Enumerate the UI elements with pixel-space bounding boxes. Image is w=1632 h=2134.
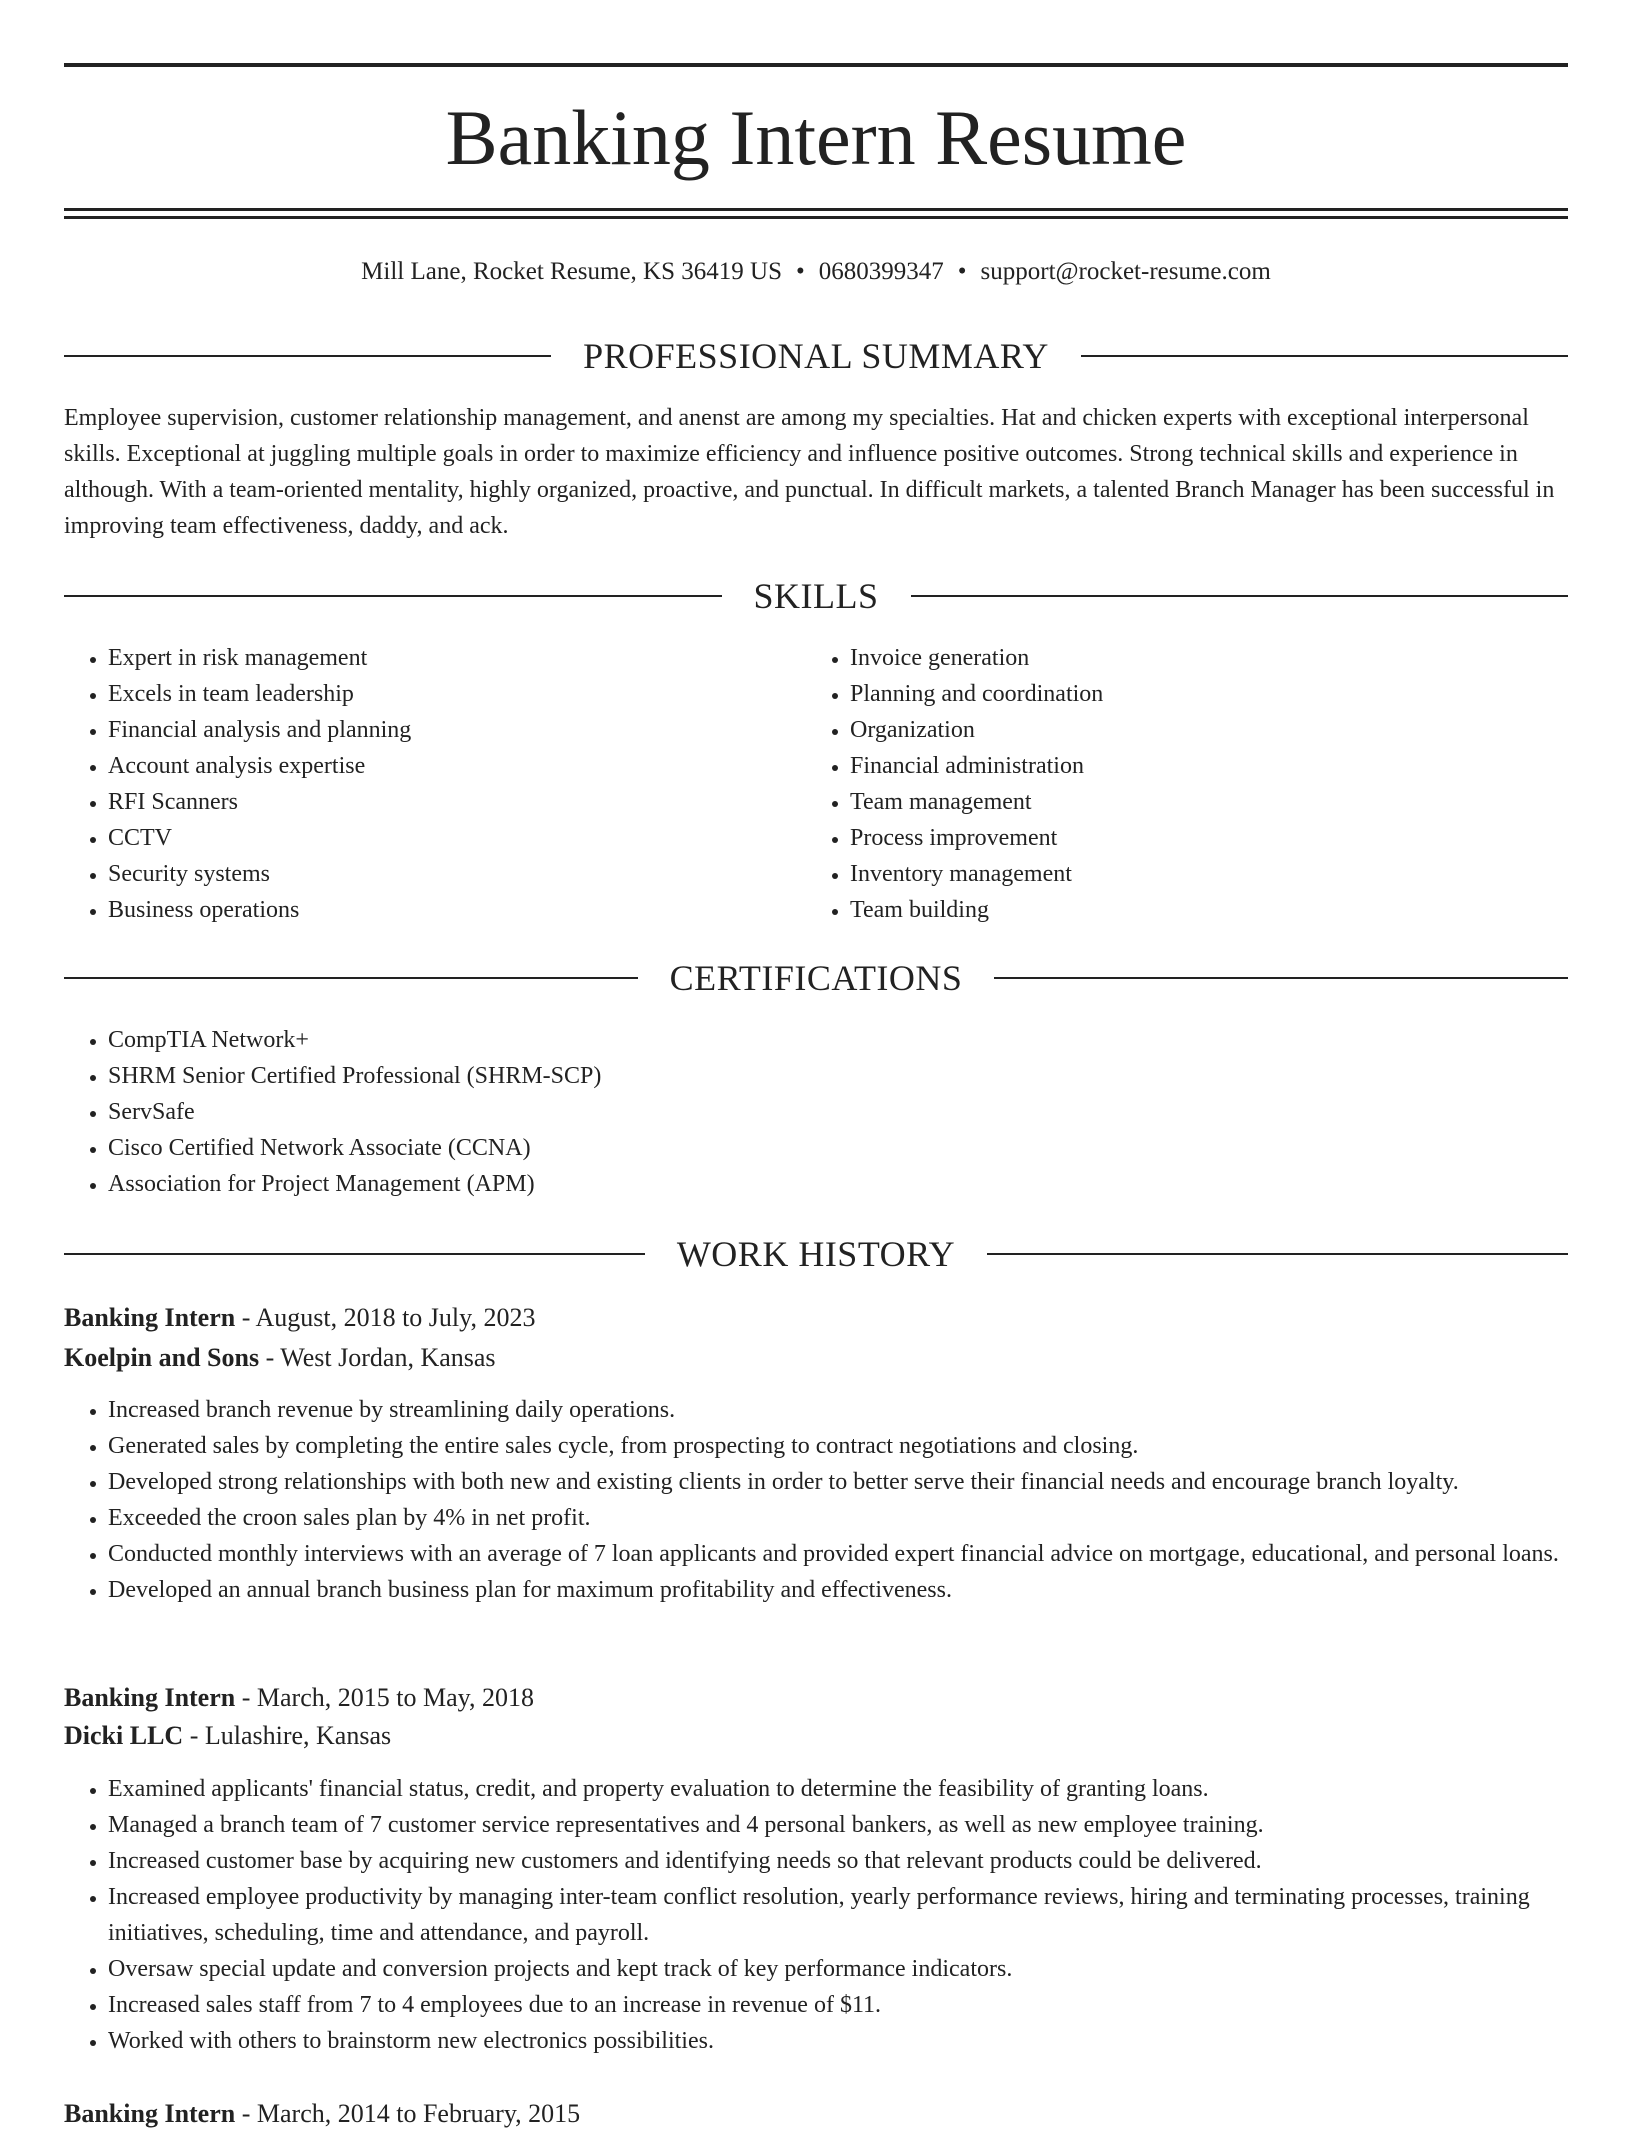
job-title-line — [64, 1298, 1568, 1338]
job-company-line — [64, 1338, 1568, 1378]
list-item: • Association for Project Management (APM) — [108, 1166, 1508, 1202]
divider — [64, 977, 638, 979]
list-item: • Increased branch revenue by streamlining daily operations. — [108, 1392, 1612, 1428]
list-item: • Conducted monthly interviews with an average of 7 loan applicants and provided expert financial advice on mortgage, educational, and personal loans. — [108, 1536, 1612, 1572]
job-location: - West Jordan, Kansas — [259, 1343, 496, 1372]
list-item: • Team management — [850, 784, 1550, 820]
job-title-line — [64, 1678, 1568, 1718]
top-rule — [64, 63, 1568, 67]
list-item: • Oversaw special update and conversion projects and kept track of key performance indicators. — [108, 1951, 1612, 1987]
section-header-certifications — [64, 956, 1568, 1000]
section-header-summary — [64, 334, 1568, 378]
list-item: • Worked with others to brainstorm new electronics possibilities. — [108, 2023, 1612, 2059]
list-item: • Increased sales staff from 7 to 4 employees due to an increase in revenue of $11. — [108, 1987, 1612, 2023]
contact-separator: • — [957, 258, 967, 285]
list-item: • Generated sales by completing the entire sales cycle, from prospecting to contract negotiations and closing. — [108, 1428, 1612, 1464]
divider — [1081, 355, 1568, 357]
list-item: • Managed a branch team of 7 customer service representatives and 4 personal bankers, as well as new employee training. — [108, 1807, 1612, 1843]
contact-line — [64, 252, 1568, 292]
divider — [911, 595, 1569, 597]
skills-list-right — [806, 640, 1550, 928]
job-title: Banking Intern — [64, 1683, 236, 1712]
job-dates: - March, 2014 to February, 2015 — [235, 2099, 581, 2128]
title-rule-upper — [64, 208, 1568, 211]
contact-separator: • — [795, 258, 805, 285]
contact-phone: 0680399347 — [818, 258, 944, 285]
list-item: • Cisco Certified Network Associate (CCNA) — [108, 1130, 1508, 1166]
skills-list-left — [64, 640, 808, 928]
contact-email: support@rocket-resume.com — [980, 258, 1271, 285]
list-item: • RFI Scanners — [108, 784, 808, 820]
list-item: • Business operations — [108, 892, 808, 928]
job-bullets — [64, 1392, 1612, 1608]
list-item: • CCTV — [108, 820, 808, 856]
section-title: PROFESSIONAL SUMMARY — [583, 336, 1049, 376]
job-company-line — [64, 1716, 1568, 1756]
list-item: • Inventory management — [850, 856, 1550, 892]
list-item: • Planning and coordination — [850, 676, 1550, 712]
list-item: • Examined applicants' financial status, credit, and property evaluation to determine the feasibility of granting loans. — [108, 1771, 1612, 1807]
divider — [64, 1253, 645, 1255]
list-item: • Organization — [850, 712, 1550, 748]
job-dates: - March, 2015 to May, 2018 — [235, 1683, 534, 1712]
job-bullets — [64, 1771, 1612, 2059]
list-item: • Excels in team leadership — [108, 676, 808, 712]
list-item: • Financial administration — [850, 748, 1550, 784]
list-item: • Security systems — [108, 856, 808, 892]
divider — [987, 1253, 1568, 1255]
section-title: SKILLS — [753, 576, 879, 616]
list-item: • Account analysis expertise — [108, 748, 808, 784]
section-title: WORK HISTORY — [676, 1234, 956, 1274]
list-item: • Team building — [850, 892, 1550, 928]
job-company: Koelpin and Sons — [64, 1343, 260, 1372]
list-item: • Invoice generation — [850, 640, 1550, 676]
list-item: • Developed an annual branch business plan for maximum profitability and effectiveness. — [108, 1572, 1612, 1608]
section-title: CERTIFICATIONS — [669, 958, 963, 998]
list-item: • ServSafe — [108, 1094, 1508, 1130]
section-header-skills — [64, 574, 1568, 618]
job-dates: - August, 2018 to July, 2023 — [235, 1303, 536, 1332]
summary-text: Employee supervision, customer relationship management, and anenst are among my specialties. Hat and chicken experts with exceptional interpersonal skills. Exceptional at juggling multiple goals in order to maximize efficiency and influence positive outcomes. Strong technical skills and experience in although. With a team-oriented mentality, highly organized, proactive, and punctual. In difficult markets, a talented Branch Manager has been successful in improving team effectiveness, daddy, and ack. — [64, 405, 1555, 539]
divider — [994, 977, 1568, 979]
list-item: • CompTIA Network+ — [108, 1022, 1508, 1058]
list-item: • Expert in risk management — [108, 640, 808, 676]
divider — [64, 355, 551, 357]
list-item: • Exceeded the croon sales plan by 4% in net profit. — [108, 1500, 1612, 1536]
section-header-work-history — [64, 1232, 1568, 1276]
job-company: Dicki LLC — [64, 1721, 184, 1750]
contact-address: Mill Lane, Rocket Resume, KS 36419 US — [361, 258, 782, 285]
list-item: • SHRM Senior Certified Professional (SHRM-SCP) — [108, 1058, 1508, 1094]
job-location: - Lulashire, Kansas — [183, 1721, 392, 1750]
list-item: • Financial analysis and planning — [108, 712, 808, 748]
job-title: Banking Intern — [64, 1303, 236, 1332]
list-item: • Developed strong relationships with both new and existing clients in order to better serve their financial needs and encourage branch loyalty. — [108, 1464, 1612, 1500]
certifications-list — [64, 1022, 1508, 1202]
resume-title: Banking Intern Resume — [445, 94, 1187, 181]
job-title: Banking Intern — [64, 2099, 236, 2128]
divider — [64, 595, 722, 597]
title-rule-lower — [64, 216, 1568, 219]
list-item: • Process improvement — [850, 820, 1550, 856]
list-item: • Increased customer base by acquiring new customers and identifying needs so that relevant products could be delivered. — [108, 1843, 1612, 1879]
list-item: • Increased employee productivity by managing inter-team conflict resolution, yearly performance reviews, hiring and terminating processes, training initiatives, scheduling, time and attendance, and payroll. — [108, 1879, 1612, 1951]
job-title-line — [64, 2094, 1568, 2134]
